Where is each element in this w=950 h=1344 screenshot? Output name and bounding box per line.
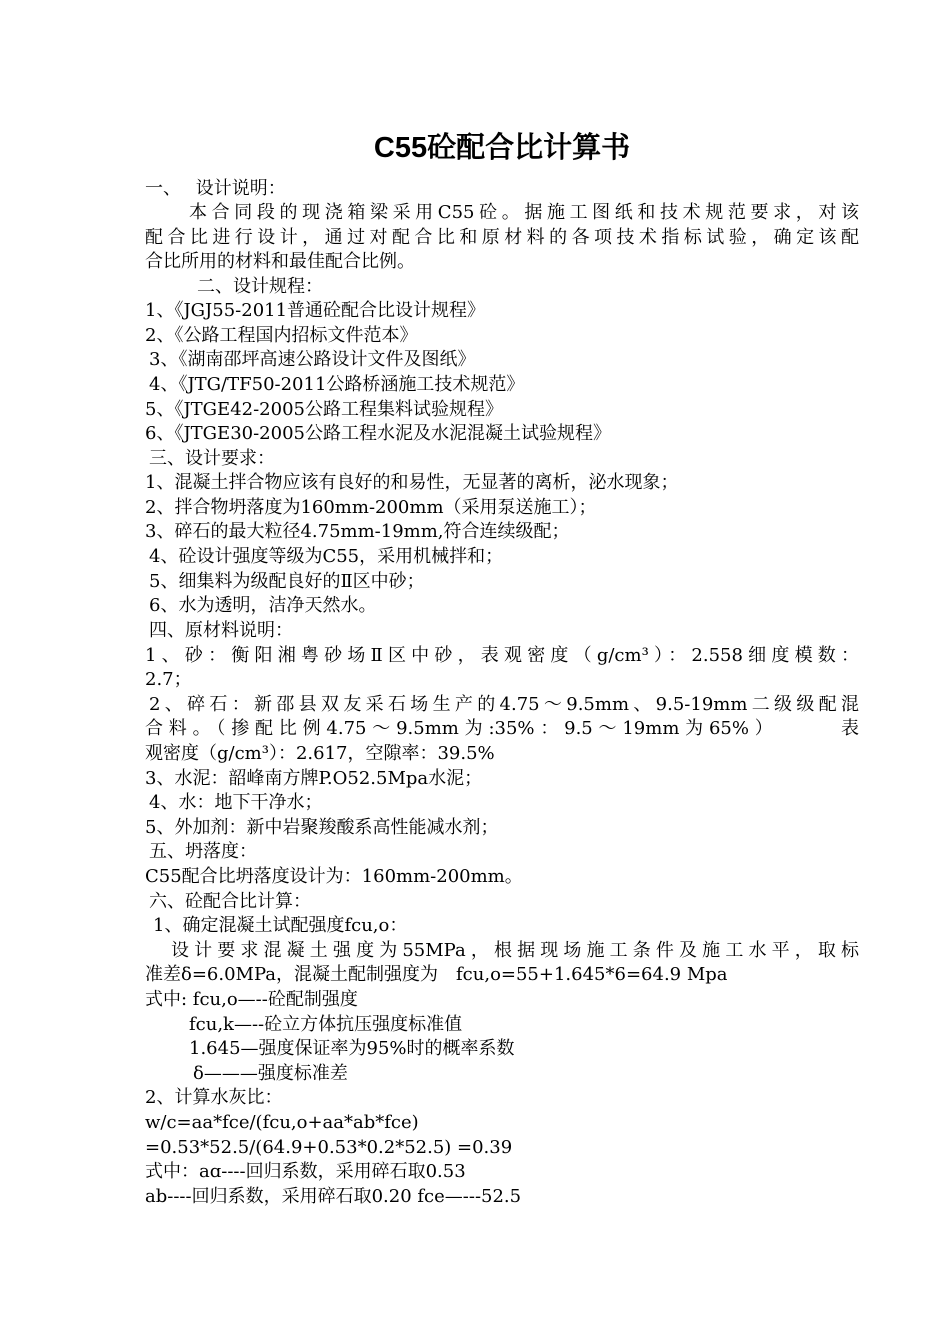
list-item: 3、碎石的最大粒径4.75mm-19mm,符合连续级配； bbox=[145, 521, 570, 542]
document-title: C55砼配合比计算书 bbox=[373, 132, 631, 164]
paragraph-line: 合比所用的材料和最佳配合比例。 bbox=[145, 251, 415, 272]
paragraph-line: fcu,k—--砼立方体抗压强度标准值 bbox=[189, 1014, 463, 1035]
list-item: 1、砂：衡阳湘粤砂场Ⅱ区中砂，表观密度（g/cm³）：2.558细度模数： bbox=[145, 645, 859, 666]
list-item: 4、水：地下干净水； bbox=[149, 792, 323, 813]
list-item: 3、水泥：韶峰南方牌P.O52.5Mpa水泥； bbox=[145, 768, 483, 789]
paragraph-line: 本合同段的现浇箱梁采用C55砼。据施工图纸和技术规范要求，对该 bbox=[189, 202, 859, 223]
list-item: 6、《JTGE30-2005公路工程水泥及水泥混凝土试验规程》 bbox=[145, 423, 611, 444]
paragraph-line: ab----回归系数，采用碎石取0.20 fce—---52.5 bbox=[145, 1186, 522, 1207]
section-heading: 四、原材料说明： bbox=[149, 620, 293, 641]
paragraph-line: 准差δ=6.0MPa，混凝土配制强度为 fcu,o=55+1.645*6=64.9 Mpa bbox=[145, 964, 728, 985]
paragraph-line: 式中: fcu,o—--砼配制强度 bbox=[145, 989, 358, 1010]
list-item: 2、《公路工程国内招标文件范本》 bbox=[145, 325, 418, 346]
paragraph-line: 观密度（g/cm³）：2.617，空隙率：39.5% bbox=[145, 743, 495, 764]
list-item: 2、碎石：新邵县双友采石场生产的4.75～9.5mm、9.5-19mm二级级配混 bbox=[149, 694, 859, 715]
list-item: 5、细集料为级配良好的Ⅱ区中砂； bbox=[149, 571, 425, 592]
list-item: 4、砼设计强度等级为C55，采用机械拌和； bbox=[149, 546, 504, 567]
list-item: 5、外加剂：新中岩聚羧酸系高性能减水剂； bbox=[145, 817, 499, 838]
list-item: 4、《JTG/TF50-2011公路桥涵施工技术规范》 bbox=[149, 374, 525, 395]
paragraph-line: 合料。（掺配比例4.75～9.5mm为:35%：9.5～19mm为65%） 表 bbox=[145, 718, 859, 739]
section-heading: 五、坍落度： bbox=[149, 841, 257, 862]
paragraph-line: 配合比进行设计，通过对配合比和原材料的各项技术指标试验，确定该配 bbox=[145, 227, 859, 248]
formula-line: =0.53*52.5/(64.9+0.53*0.2*52.5) =0.39 bbox=[145, 1137, 513, 1158]
list-item: 1、《JGJ55-2011普通砼配合比设计规程》 bbox=[145, 300, 486, 321]
list-item: 5、《JTGE42-2005公路工程集料试验规程》 bbox=[145, 399, 503, 420]
paragraph-line: C55配合比坍落度设计为：160mm-200mm。 bbox=[145, 866, 523, 887]
section-heading: 二、设计规程： bbox=[197, 276, 323, 297]
formula-line: w/c=aa*fce/(fcu,o+aa*ab*fce) bbox=[145, 1112, 419, 1133]
list-item: 6、水为透明，洁净天然水。 bbox=[149, 595, 377, 616]
section-heading: 一、 设计说明： bbox=[145, 178, 286, 199]
paragraph-line: 设计要求混凝土强度为55MPa，根据现场施工条件及施工水平，取标 bbox=[171, 940, 859, 961]
paragraph-line: 2.7； bbox=[145, 669, 192, 690]
list-item: 3、《湖南邵坪高速公路设计文件及图纸》 bbox=[149, 349, 476, 370]
subsection-heading: 2、计算水灰比： bbox=[145, 1087, 283, 1108]
list-item: 1、混凝土拌合物应该有良好的和易性，无显著的离析，泌水现象； bbox=[145, 472, 679, 493]
section-heading: 三、设计要求： bbox=[149, 448, 275, 469]
section-heading: 六、砼配合比计算： bbox=[149, 891, 311, 912]
subsection-heading: 1、确定混凝土试配强度fcu,o： bbox=[153, 915, 408, 936]
paragraph-line: 式中：aɑ----回归系数，采用碎石取0.53 bbox=[145, 1161, 466, 1182]
paragraph-line: δ———强度标准差 bbox=[193, 1063, 348, 1084]
paragraph-line: 1.645—强度保证率为95%时的概率系数 bbox=[189, 1038, 515, 1059]
list-item: 2、拌合物坍落度为160mm-200mm（采用泵送施工）； bbox=[145, 497, 597, 518]
